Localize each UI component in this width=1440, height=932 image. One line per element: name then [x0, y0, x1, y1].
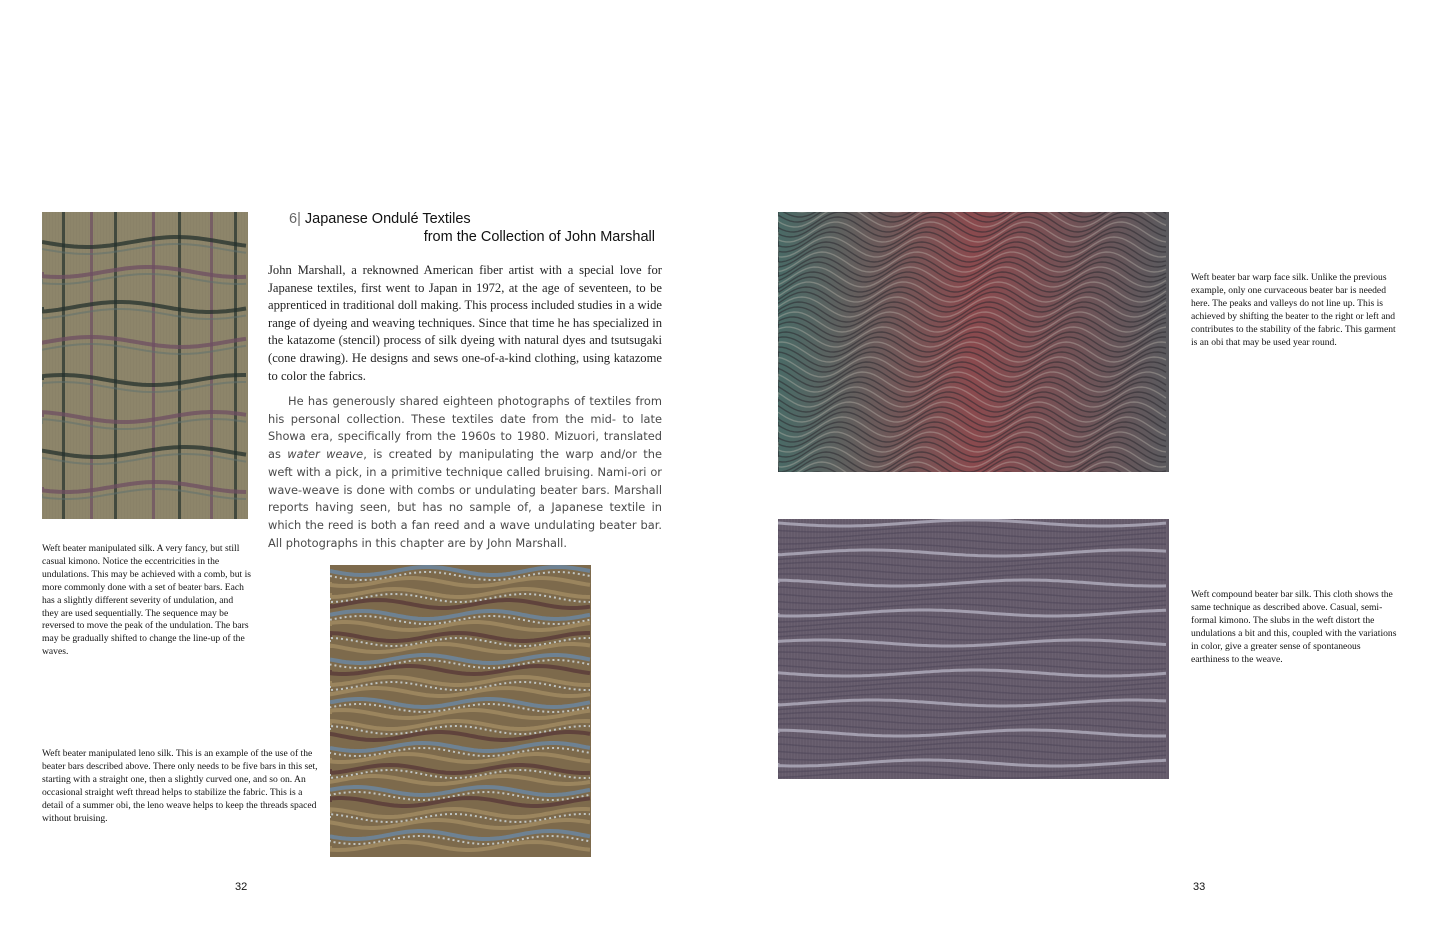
caption-warp-face-silk: Weft beater bar warp face silk. Unlike the previous example, only one curvaceous beater bar is needed here. The peaks and valleys do not line up. This is achieved by shifting the beater to the right or left and contributes to the stability of the fabric. This garment is an obi that may be used year round. — [1191, 272, 1396, 348]
chapter-title-line2: from the Collection of John Marshall — [423, 229, 655, 245]
plaid-silk-photo — [42, 212, 248, 519]
page-number-right: 33 — [1193, 881, 1206, 893]
chapter-heading — [268, 210, 668, 246]
intro-paragraph-2 — [268, 393, 662, 552]
caption-plaid-silk: Weft beater manipulated silk. A very fancy, but still casual kimono. Notice the eccentricities in the undulations. This may be achieved with a comb, but is more commonly done with a set of beater bars. Each has a slightly different severity of undulation, and they are used sequentially. The sequence may be reversed to move the peak of the undulation. The bars may be gradually shifted to change the line-up of the waves. — [42, 543, 251, 658]
chapter-title-line1: Japanese Ondulé Textiles — [304, 211, 471, 227]
warp-face-silk-photo — [778, 212, 1169, 472]
caption-leno-silk: Weft beater manipulated leno silk. This is an example of the use of the beater bars described above. There only needs to be five bars in this set, starting with a straight one, then a slightly curved one, and so on. An occasional straight weft thread helps to stabilize the fabric. This is a detail of a summer obi, the leno weave helps to keep the threads spaced without bruising. — [42, 748, 318, 824]
warp-face-silk-texture — [778, 212, 1169, 472]
caption-compound-silk: Weft compound beater bar silk. This cloth shows the same technique as described above. Casual, semi-formal kimono. The slubs in the weft distort the undulations a bit and this, coupled with the variations in color, give a greater sense of spontaneous earthiness to the weave. — [1191, 589, 1397, 665]
intro-paragraph-1: John Marshall, a reknowned American fiber artist with a special love for Japanese textiles, first went to Japan in 1972, at the age of seventeen, to be apprenticed in traditional doll making. This process included studies in a wide range of dyeing and weaving techniques. Since that time he has specialized in the katazome (stencil) process of silk dyeing with natural dyes and tsutsugaki (cone drawing). He designs and sews one-of-a-kind clothing, using katazome to color the fabrics. — [268, 263, 662, 383]
compound-silk-photo — [778, 519, 1169, 779]
compound-silk-texture — [778, 519, 1169, 779]
leno-silk-photo — [330, 565, 591, 857]
intro-paragraph-2-end: , is created by manipulating the warp and/or the weft with a pick, in a primitive technique called bruising. Nami-ori or wave-weave is done with combs or undulating beater bars. Marshall reports having seen, but has no sample of, a Japanese textile in which the reed is both a fan reed and a wave undulating beater bar. All photographs in this chapter are by John Marshall. — [268, 447, 662, 550]
chapter-number: 6 — [289, 211, 298, 227]
leno-silk-texture — [330, 565, 591, 857]
page-number-left: 32 — [235, 881, 248, 893]
plaid-silk-texture — [42, 212, 248, 519]
intro-paragraph-2-start: He has generously shared eighteen photographs of textiles from his personal collection. These textiles date from the mid- to late Showa era, specifically from the 1960s to 1980. Mizuori, translated as — [268, 394, 662, 462]
chapter-divider: | — [297, 211, 301, 227]
intro-term-water-weave: water weave — [287, 447, 364, 462]
